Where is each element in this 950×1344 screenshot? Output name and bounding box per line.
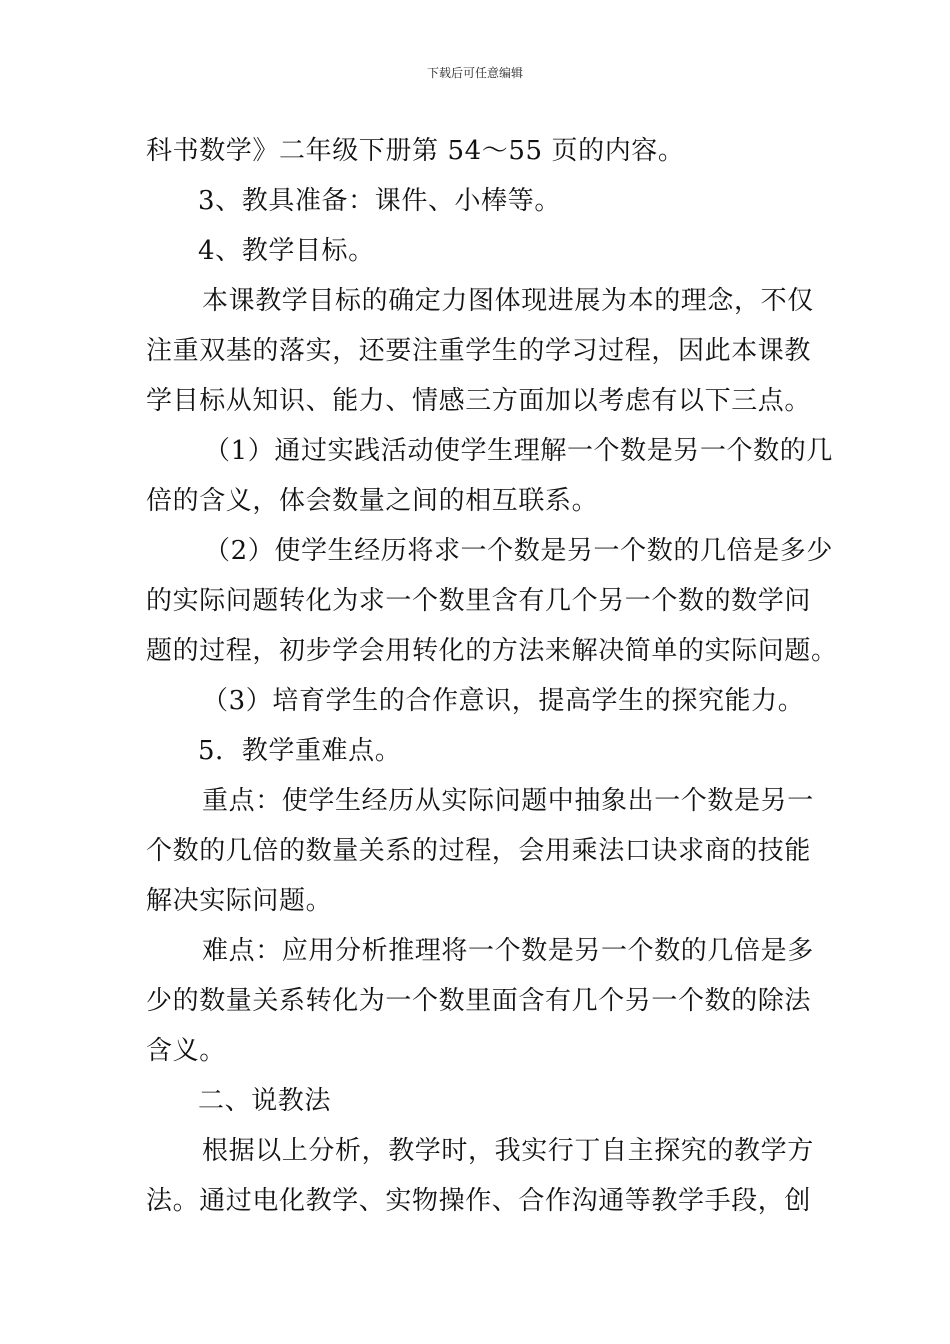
- text-line: 本课教学目标的确定力图体现进展为本的理念，不仅: [202, 286, 814, 316]
- text-line: （2）使学生经历将求一个数是另一个数的几倍是多少: [204, 536, 833, 566]
- text-line: 倍的含义，体会数量之间的相互联系。: [146, 486, 599, 516]
- text-line: 学目标从知识、能力、情感三方面加以考虑有以下三点。: [146, 386, 812, 416]
- text-line: 根据以上分析，教学时，我实行丁自主探究的教学方: [202, 1136, 814, 1166]
- text-line: 重点：使学生经历从实际问题中抽象出一个数是另一: [202, 786, 814, 816]
- text-line: 4、教学目标。: [198, 236, 375, 266]
- text-line: 5．教学重难点。: [198, 736, 402, 766]
- text-line: （1）通过实践活动使学生理解一个数是另一个数的几: [204, 436, 833, 466]
- text-line: 题的过程，初步学会用转化的方法来解决简单的实际问题。: [146, 636, 838, 666]
- text-line: 个数的几倍的数量关系的过程，会用乘法口诀求商的技能: [146, 836, 812, 866]
- text-line: 难点：应用分析推理将一个数是另一个数的几倍是多: [202, 936, 814, 966]
- text-line: 二、说教法: [198, 1086, 332, 1116]
- text-line: 法。通过电化教学、实物操作、合作沟通等教学手段，创: [146, 1186, 812, 1216]
- text-line: 3、教具准备：课件、小棒等。: [198, 186, 561, 216]
- text-line: 注重双基的落实，还要注重学生的学习过程，因此本课教: [146, 336, 812, 366]
- text-line: 的实际问题转化为求一个数里含有几个另一个数的数学问: [146, 586, 812, 616]
- page-header: 下载后可任意编辑: [426, 66, 523, 80]
- text-line: 含义。: [146, 1036, 226, 1066]
- text-line: 解决实际问题。: [146, 886, 333, 916]
- text-line: 少的数量关系转化为一个数里面含有几个另一个数的除法: [146, 986, 812, 1016]
- text-line: 科书数学》二年级下册第 54～55 页的内容。: [146, 136, 685, 166]
- text-line: （3）培育学生的合作意识，提高学生的探究能力。: [202, 686, 805, 716]
